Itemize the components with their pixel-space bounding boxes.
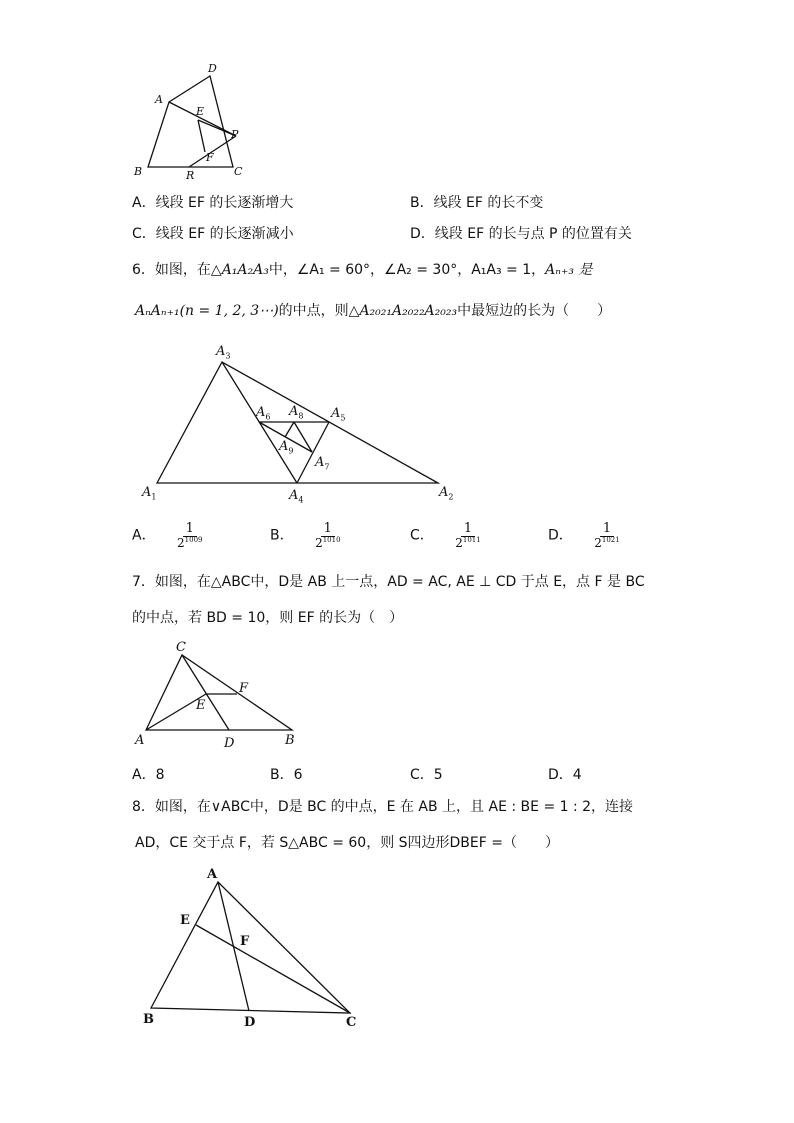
q8-label-d: D <box>244 1015 256 1030</box>
q8-label-f: F <box>240 934 250 949</box>
q7-option-b: B．6 <box>270 767 303 783</box>
q5-label-r: R <box>186 169 195 182</box>
q5-label-c: C <box>234 165 243 178</box>
q6-label-a2: $A_2$ <box>439 485 454 502</box>
q8-stem-line1: 8．如图，在∨ABC中，D是 BC 的中点，E 在 AB 上，且 AE : BE = 1 : 2，连接 <box>132 799 634 815</box>
q6-label-a6: $A_6$ <box>256 405 271 422</box>
q7-option-c: C．5 <box>410 767 443 783</box>
q6-stem-triangle: △A₁A₂A₃ <box>210 262 269 278</box>
q6-option-a: A． $\frac{1}{2^{1009}}$ <box>132 522 206 549</box>
q5-option-a: A．线段 EF 的长逐渐增大 <box>132 195 294 211</box>
q6-label-a4: $A_4$ <box>289 488 304 505</box>
q7-label-a: A <box>135 733 145 748</box>
q6-stem-math: AₙAₙ₊₁(n = 1, 2, 3⋯) <box>135 303 279 319</box>
q5-option-d-text: 线段 EF 的长与点 P 的位置有关 <box>434 226 632 242</box>
q7-label-d: D <box>224 736 235 751</box>
q6-stem-mid: 中，∠A₁ = 60°，∠A₂ = 30°，A₁A₃ = 1， <box>268 262 546 278</box>
q5-option-c-text: 线段 EF 的长逐渐减小 <box>155 226 294 242</box>
q5-label-p: P <box>231 128 239 141</box>
q6-option-d-fraction: $\frac{1}{2^{1021}}$ <box>594 521 620 550</box>
q5-option-a-text: 线段 EF 的长逐渐增大 <box>155 195 294 211</box>
q5-option-d: D．线段 EF 的长与点 P 的位置有关 <box>410 226 632 242</box>
q6-label-a5: $A_5$ <box>331 406 346 423</box>
q6-stem-prefix: 6．如图，在 <box>132 262 211 278</box>
q6-stem-triangle2: △A₂₀₂₁A₂₀₂₂A₂₀₂₃ <box>348 303 458 319</box>
q7-option-b-text: 6 <box>293 767 303 783</box>
q5-label-b: B <box>134 165 143 178</box>
q7-option-d-text: 4 <box>572 767 582 783</box>
q6-option-b-fraction: $\frac{1}{2^{1010}}$ <box>315 521 341 550</box>
q6-option-a-fraction: $\frac{1}{2^{1009}}$ <box>177 521 203 550</box>
q5-label-f: F <box>206 151 214 164</box>
q5-label-a: A <box>155 93 163 106</box>
q7-option-c-text: 5 <box>433 767 443 783</box>
q7-stem-line2: 的中点，若 BD = 10，则 EF 的长为（ ） <box>132 610 404 626</box>
q8-label-e: E <box>180 913 190 928</box>
q7-label-b: B <box>285 733 295 748</box>
q7-option-d: D．4 <box>548 767 582 783</box>
q6-option-c-fraction: $\frac{1}{2^{1011}}$ <box>455 521 481 550</box>
q6-label-a8: $A_8$ <box>289 404 304 421</box>
q5-option-b-text: 线段 EF 的长不变 <box>433 195 544 211</box>
q7-stem-line1: 7．如图，在△ABC中，D是 AB 上一点，AD = AC, AE ⊥ CD 于点 E，点 F 是 BC <box>132 574 645 590</box>
q6-stem-end: 中最短边的长为（ ） <box>457 303 612 319</box>
q6-option-d: D． $\frac{1}{2^{1021}}$ <box>548 522 623 549</box>
q6-label-a3: $A_3$ <box>216 344 231 361</box>
q8-label-b: B <box>143 1012 154 1027</box>
q6-label-a1: $A_1$ <box>142 485 157 502</box>
q5-option-b: B．线段 EF 的长不变 <box>410 195 544 211</box>
q8-label-a: A <box>207 867 218 882</box>
q5-label-e: E <box>196 105 205 118</box>
q7-label-f: F <box>239 681 249 696</box>
q7-option-a-text: 8 <box>155 767 165 783</box>
q7-option-a: A．8 <box>132 767 165 783</box>
q6-stem-tail: Aₙ₊₃ 是 <box>545 262 593 278</box>
q6-label-a9: $A_9$ <box>279 439 294 456</box>
q6-label-a7: $A_7$ <box>315 455 330 472</box>
q7-label-e: E <box>196 698 206 713</box>
q8-stem-line2: AD，CE 交于点 F，若 S△ABC = 60，则 S四边形DBEF =（ ） <box>135 835 559 851</box>
q7-label-c: C <box>176 640 186 655</box>
q6-option-c: C． $\frac{1}{2^{1011}}$ <box>410 522 484 549</box>
q5-option-c: C．线段 EF 的长逐渐减小 <box>132 226 294 242</box>
q6-stem-text: 的中点，则 <box>278 303 349 319</box>
q8-label-c: C <box>346 1015 357 1030</box>
q6-option-b: B． $\frac{1}{2^{1010}}$ <box>270 522 344 549</box>
q5-label-d: D <box>208 62 217 75</box>
